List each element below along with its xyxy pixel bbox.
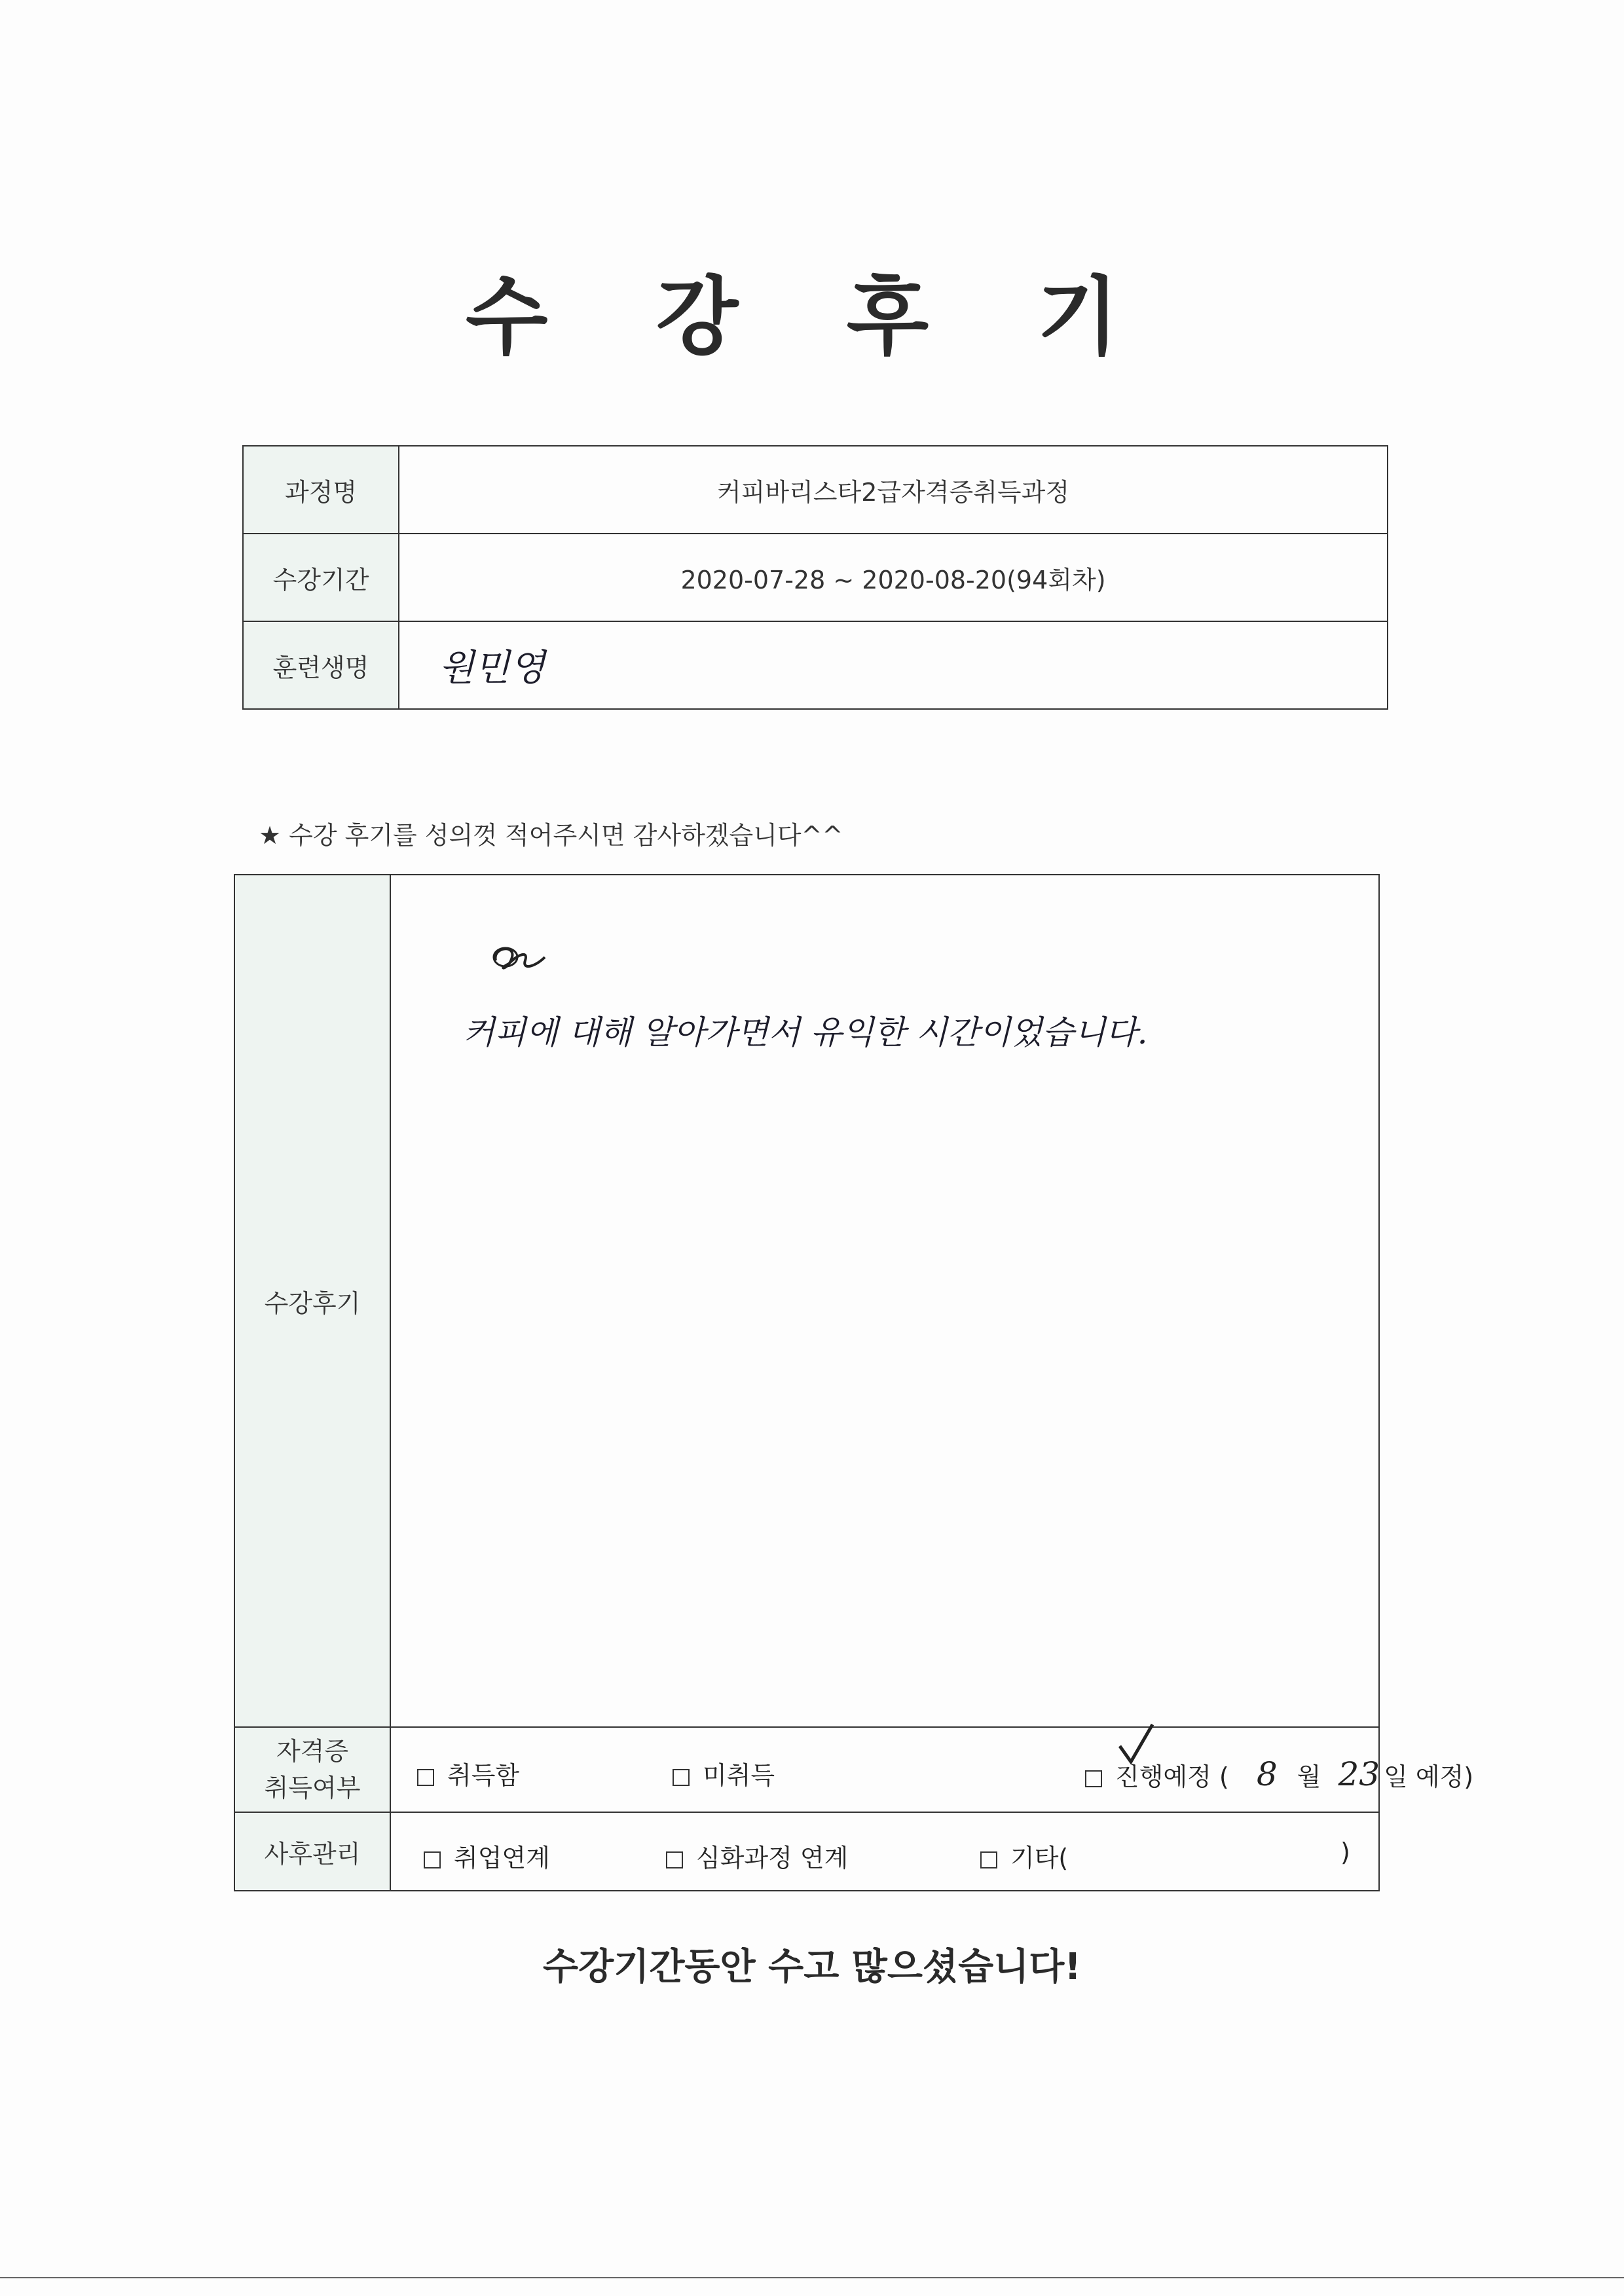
certificate-label-line1: 자격증 — [276, 1737, 349, 1766]
bottom-divider — [0, 2277, 1624, 2278]
checkbox-advanced-course[interactable] — [666, 1851, 683, 1868]
checkbox-obtained[interactable] — [417, 1769, 434, 1786]
scheduled-month-handwritten: 8 — [1256, 1755, 1278, 1793]
scheduled-day-handwritten: 23 — [1338, 1755, 1380, 1793]
closing-message: 수강기간동안 수고 많으셨습니다! — [543, 1946, 1081, 1988]
course-value: 커피바리스타2급자격증취득과정 — [399, 446, 1388, 534]
instruction-note: ★ 수강 후기를 성의껏 적어주시면 감사하겠습니다^^ — [259, 821, 843, 850]
aftercare-label: 사후관리 — [234, 1812, 390, 1891]
option-advanced-course[interactable]: 심화과정 연계 — [666, 1838, 848, 1874]
checkbox-not-obtained[interactable] — [673, 1769, 690, 1786]
check-icon — [1116, 1721, 1156, 1767]
name-label: 훈련생명 — [243, 621, 399, 709]
course-label: 과정명 — [243, 446, 399, 534]
certificate-options — [390, 1727, 1474, 1812]
period-row — [243, 534, 1388, 621]
page-title: 수 강 후 기 — [465, 267, 1159, 367]
checkbox-job-link[interactable] — [424, 1851, 441, 1868]
option-obtained[interactable]: 취득함 — [417, 1755, 519, 1791]
option-job-link[interactable]: 취업연계 — [424, 1838, 550, 1874]
checkbox-scheduled[interactable] — [1085, 1770, 1102, 1787]
option-not-obtained[interactable]: 미취득 — [673, 1755, 775, 1791]
review-table — [234, 874, 1474, 1891]
option-other-close: ) — [1340, 1838, 1350, 1867]
scribble-mark — [489, 941, 548, 974]
course-row — [243, 446, 1388, 534]
review-text-area — [390, 875, 1379, 1727]
option-scheduled[interactable]: 진행예정 ( 8 월 23 일 예정) — [1085, 1755, 1473, 1793]
certificate-row — [234, 1727, 1379, 1812]
aftercare-row — [234, 1812, 1379, 1891]
aftercare-options — [390, 1812, 1379, 1891]
certificate-label-line2: 취득여부 — [264, 1774, 361, 1802]
course-info-table — [242, 445, 1388, 710]
option-other[interactable]: 기타( — [980, 1838, 1068, 1874]
checkbox-other[interactable] — [980, 1851, 997, 1868]
period-value: 2020-07-28 ~ 2020-08-20(94회차) — [399, 534, 1388, 621]
trainee-name-handwritten: 원민영 — [439, 647, 545, 689]
review-label: 수강후기 — [234, 875, 390, 1727]
review-row — [234, 875, 1379, 1727]
name-row — [243, 621, 1388, 709]
review-text-handwritten: 커피에 대해 알아가면서 유익한 시간이었습니다. — [463, 1013, 1148, 1051]
period-label: 수강기간 — [243, 534, 399, 621]
